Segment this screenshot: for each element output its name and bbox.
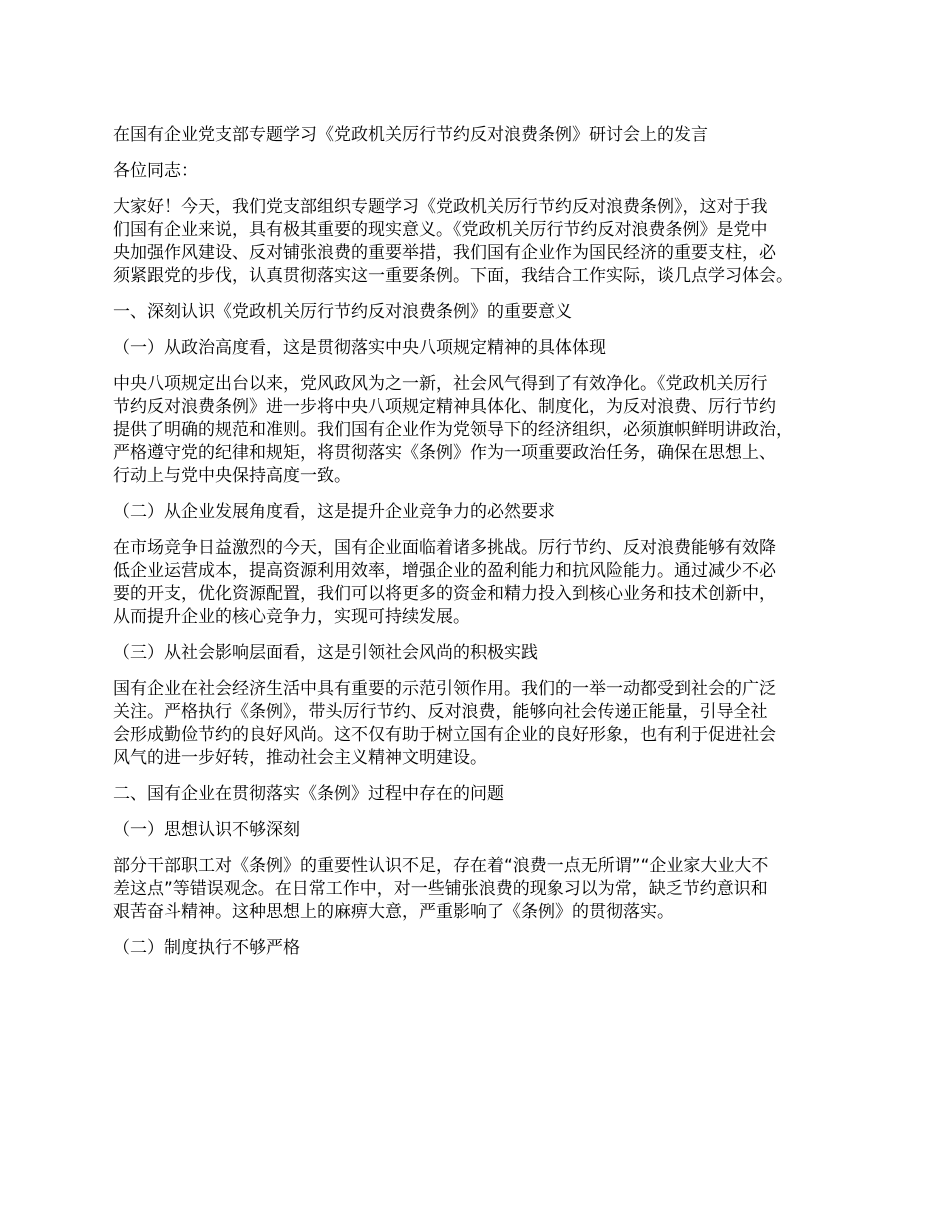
paragraph-line: 央加强作风建设、反对铺张浪费的重要举措，我们国有企业作为国民经济的重要支柱，必 <box>113 243 776 263</box>
paragraph-1-3 <box>113 678 857 770</box>
paragraph-line: 要的开支，优化资源配置，我们可以将更多的资金和精力投入到核心业务和技术创新中， <box>113 584 776 604</box>
paragraph-line: 风气的进一步好转，推动社会主义精神文明建设。 <box>113 748 487 768</box>
paragraph-1-2 <box>113 537 857 629</box>
paragraph-line: 在市场竞争日益激烈的今天，国有企业面临着诸多挑战。厉行节约、反对浪费能够有效降 <box>113 538 776 558</box>
paragraph-line: 差这点”等错误观念。在日常工作中，对一些铺张浪费的现象习以为常，缺乏节约意识和 <box>113 879 768 899</box>
section-heading-2: 二、国有企业在贯彻落实《条例》过程中存在的问题 <box>113 784 504 804</box>
paragraph-line: 须紧跟党的步伐，认真贯彻落实这一重要条例。下面，我结合工作实际，谈几点学习体会。 <box>113 266 793 286</box>
document-title: 在国有企业党支部专题学习《党政机关厉行节约反对浪费条例》研讨会上的发言 <box>113 125 708 145</box>
section-heading-1: 一、深刻认识《党政机关厉行节约反对浪费条例》的重要意义 <box>113 302 572 322</box>
paragraph-line: 大家好！今天，我们党支部组织专题学习《党政机关厉行节约反对浪费条例》，这对于我 <box>113 197 768 217</box>
paragraph-2-1 <box>113 855 857 924</box>
subsection-heading-1-2: （二）从企业发展角度看，这是提升企业竞争力的必然要求 <box>113 502 555 522</box>
paragraph-1-1 <box>113 373 857 488</box>
subsection-heading-1-1: （一）从政治高度看，这是贯彻落实中央八项规定精神的具体体现 <box>113 338 606 358</box>
greeting: 各位同志： <box>113 161 198 181</box>
paragraph-line: 严格遵守党的纪律和规矩，将贯彻落实《条例》作为一项重要政治任务，确保在思想上、 <box>113 443 776 463</box>
paragraph-line: 行动上与党中央保持高度一致。 <box>113 466 351 486</box>
paragraph-line: 节约反对浪费条例》进一步将中央八项规定精神具体化、制度化，为反对浪费、厉行节约 <box>113 397 776 417</box>
subsection-heading-2-1: （一）思想认识不够深刻 <box>113 820 300 840</box>
paragraph-line: 提供了明确的规范和准则。我们国有企业作为党领导下的经济组织，必须旗帜鲜明讲政治， <box>113 420 793 440</box>
paragraph-line: 会形成勤俭节约的良好风尚。这不仅有助于树立国有企业的良好形象，也有利于促进社会 <box>113 725 776 745</box>
paragraph-line: 从而提升企业的核心竞争力，实现可持续发展。 <box>113 607 470 627</box>
paragraph-line: 们国有企业来说，具有极其重要的现实意义。《党政机关厉行节约反对浪费条例》是党中 <box>113 220 768 240</box>
document-page <box>113 124 857 960</box>
paragraph-line: 国有企业在社会经济生活中具有重要的示范引领作用。我们的一举一动都受到社会的广泛 <box>113 679 776 699</box>
paragraph-line: 中央八项规定出台以来，党风政风为之一新，社会风气得到了有效净化。《党政机关厉行 <box>113 374 768 394</box>
intro-paragraph <box>113 196 857 288</box>
subsection-heading-2-2: （二）制度执行不够严格 <box>113 938 300 958</box>
paragraph-line: 低企业运营成本，提高资源利用效率，增强企业的盈利能力和抗风险能力。通过减少不必 <box>113 561 776 581</box>
paragraph-line: 部分干部职工对《条例》的重要性认识不足，存在着“浪费一点无所谓”“企业家大业大不 <box>113 856 769 876</box>
subsection-heading-1-3: （三）从社会影响层面看，这是引领社会风尚的积极实践 <box>113 643 538 663</box>
paragraph-line: 艰苦奋斗精神。这种思想上的麻痹大意，严重影响了《条例》的贯彻落实。 <box>113 902 674 922</box>
paragraph-line: 关注。严格执行《条例》，带头厉行节约、反对浪费，能够向社会传递正能量，引导全社 <box>113 702 768 722</box>
